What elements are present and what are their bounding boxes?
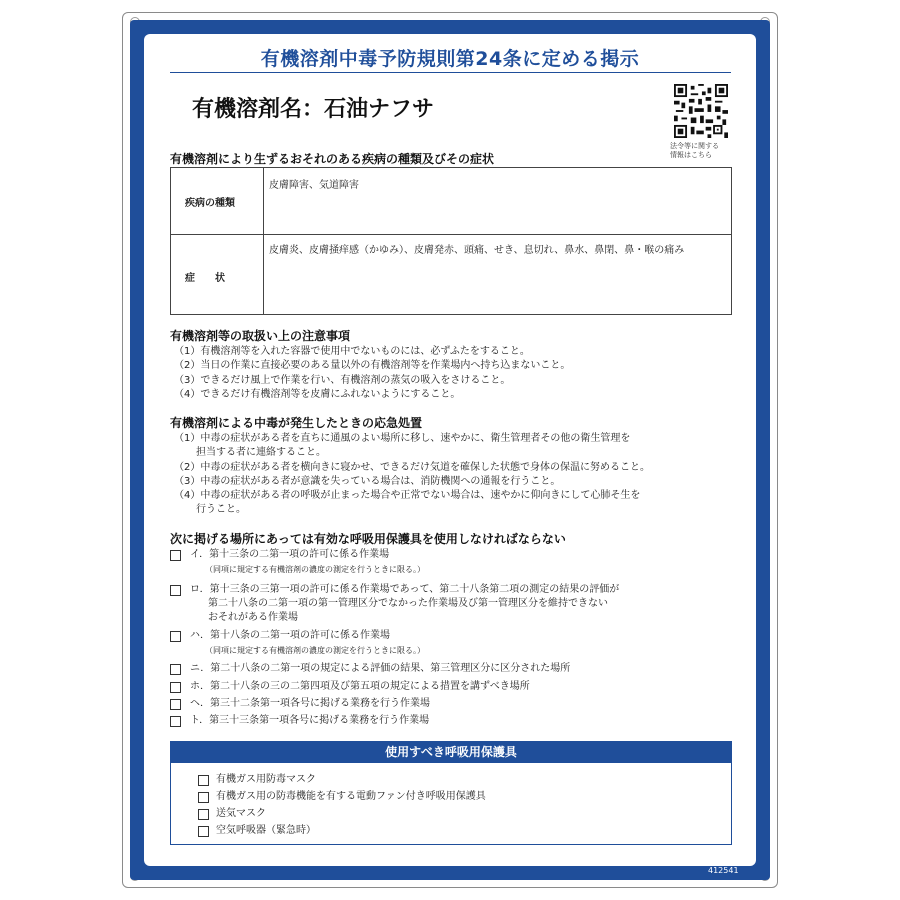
place-item-ho: ホ．第二十八条の三の二第四項及び第五項の規定による措置を講ずべき場所 [190, 681, 530, 692]
handling-item: （3）できるだけ風上で作業を行い、有機溶剤の蒸気の吸入をさけること。 [174, 375, 511, 386]
place-item-ni: ニ．第二十八条の二第一項の規定による評価の結果、第三管理区分に区分された場所 [190, 663, 571, 674]
ppe-item: 有機ガス用防毒マスク [216, 774, 316, 785]
disease-heading: 有機溶剤により生ずるおそれのある疾病の種類及びその症状 [170, 152, 495, 166]
place-item-he: ヘ．第三十二条第一項各号に掲げる業務を行う作業場 [190, 698, 430, 709]
table-divider [171, 234, 731, 235]
respirator-heading: 次に掲げる場所にあっては有効な呼吸用保護具を使用しなければならない [170, 532, 566, 546]
checkbox-place-to[interactable] [170, 716, 181, 727]
handling-heading: 有機溶剤等の取扱い上の注意事項 [170, 329, 351, 343]
disease-type-value: 皮膚障害、気道障害 [269, 180, 359, 191]
checkbox-place-ho[interactable] [170, 682, 181, 693]
symptom-value: 皮膚炎、皮膚掻痒感（かゆみ）、皮膚発赤、頭痛、せき、息切れ、鼻水、鼻閉、鼻・喉の痛み [269, 245, 685, 256]
place-item-ro-continued: おそれがある作業場 [208, 612, 298, 623]
title-divider [170, 72, 731, 73]
handling-item: （2）当日の作業に直接必要のある量以外の有機溶剤等を作業場内へ持ち込まないこと。 [174, 360, 571, 371]
checkbox-place-he[interactable] [170, 699, 181, 710]
ppe-item: 送気マスク [216, 808, 266, 819]
place-item-ha: ハ．第十八条の二第一項の許可に係る作業場 [190, 630, 390, 641]
emergency-heading: 有機溶剤による中毒が発生したときの応急処置 [170, 416, 423, 430]
place-item-i: イ．第十三条の二第一項の許可に係る作業場 [190, 549, 390, 560]
place-item-note: （同項に規定する有機溶剤の濃度の測定を行うときに限る。） [205, 565, 425, 574]
disease-table [170, 167, 732, 315]
checkbox-place-ni[interactable] [170, 664, 181, 675]
table-divider [263, 168, 264, 314]
place-item-note: （同項に規定する有機溶剤の濃度の測定を行うときに限る。） [205, 646, 425, 655]
sign-title: 有機溶剤中毒予防規則第24条に定める掲示 [260, 48, 640, 70]
solvent-name: 有機溶剤名：石油ナフサ [192, 97, 435, 122]
emergency-item: （2）中毒の症状がある者を横向きに寝かせ、できるだけ気道を確保した状態で身体の保温に努めること。 [174, 462, 651, 473]
disease-type-label: 疾病の種類 [185, 198, 235, 209]
qr-caption [670, 142, 734, 160]
qr-caption-line: 法令等に関する [670, 142, 719, 150]
checkbox-place-ha[interactable] [170, 631, 181, 642]
qr-caption-line: 情報はこちら [670, 151, 712, 159]
checkbox-ppe-powered-respirator[interactable] [198, 792, 209, 803]
handling-item: （4）できるだけ有機溶剤等を皮膚にふれないようにすること。 [174, 389, 461, 400]
emergency-item: （3）中毒の症状がある者が意識を失っている場合は、消防機関への通報を行うこと。 [174, 476, 561, 487]
handling-item: （1）有機溶剤等を入れた容器で使用中でないものには、必ずふたをすること。 [174, 346, 530, 357]
product-code: 412541 [708, 866, 739, 875]
checkbox-ppe-scba[interactable] [198, 826, 209, 837]
checkbox-ppe-gas-mask[interactable] [198, 775, 209, 786]
qr-code-icon[interactable] [674, 84, 728, 138]
ppe-heading: 使用すべき呼吸用保護具 [170, 741, 732, 763]
ppe-item: 有機ガス用の防毒機能を有する電動ファン付き呼吸用保護具 [216, 791, 486, 802]
emergency-item-continued: 行うこと。 [196, 504, 246, 515]
emergency-item: （4）中毒の症状がある者の呼吸が止まった場合や正常でない場合は、速やかに仰向きにして心肺そ生を [174, 490, 641, 501]
checkbox-ppe-supplied-air[interactable] [198, 809, 209, 820]
place-item-ro: ロ．第十三条の三第一項の許可に係る作業場であって、第二十八条第二項の測定の結果の評価が [190, 584, 620, 595]
checkbox-place-i[interactable] [170, 550, 181, 561]
ppe-item: 空気呼吸器（緊急時） [216, 825, 316, 836]
emergency-item-continued: 担当する者に連絡すること。 [196, 447, 326, 458]
place-item-ro-continued: 第二十八条の二第一項の第一管理区分でなかった作業場及び第一管理区分を維持できない [208, 598, 608, 609]
emergency-item: （1）中毒の症状がある者を直ちに通風のよい場所に移し、速やかに、衛生管理者その他の衛生管理を [174, 433, 631, 444]
symptom-label: 症 状 [185, 273, 225, 284]
checkbox-place-ro[interactable] [170, 585, 181, 596]
place-item-to: ト．第三十三条第一項各号に掲げる業務を行う作業場 [190, 715, 430, 726]
